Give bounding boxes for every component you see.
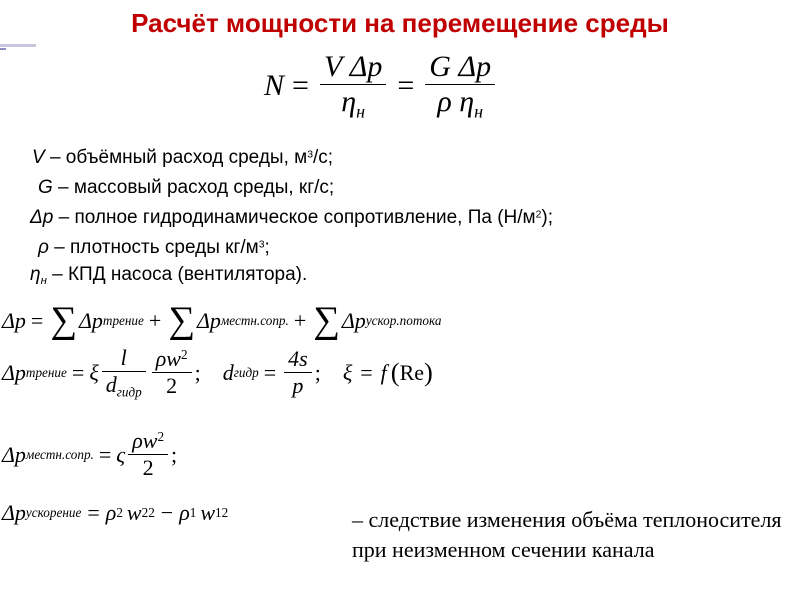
reynolds-number: Re [399, 359, 425, 385]
semicolon: ; [171, 441, 178, 467]
legend-superscript: 3 [258, 239, 265, 251]
legend-symbol: G [38, 177, 53, 198]
hydraulic-diameter-subscript: гидр [233, 364, 259, 380]
acceleration-equation [2, 500, 228, 526]
volume-flow-symbol: V [323, 50, 343, 83]
local-coefficient: ς [116, 441, 126, 467]
density-1-subscript: 1 [189, 505, 197, 520]
velocity-2-subscript: 2 [141, 505, 149, 520]
legend-efficiency [30, 264, 307, 287]
slide-title: Расчёт мощности на перемещение среды [131, 8, 669, 38]
legend-superscript: 2 [535, 209, 542, 221]
length-diameter-fraction [102, 345, 146, 401]
dynamic-pressure-fraction [128, 428, 168, 481]
legend-symbol: V [32, 147, 45, 168]
rho-w-symbol: ρw [155, 346, 181, 372]
eq-lhs: Δp [2, 441, 26, 467]
velocity-2: w [126, 500, 142, 525]
local-resistance-equation [2, 428, 177, 481]
equals-sign: = [292, 69, 309, 103]
acceleration-note: – следствие изменения объёма теплоносителя при неизменном сечении канала [352, 507, 782, 562]
four-s: 4s [288, 346, 308, 372]
term-local: Δp [196, 307, 221, 333]
legend-text-tail: /с; [313, 147, 334, 168]
velocity-1: w [200, 500, 216, 525]
eq-lhs-subscript: трение [25, 364, 67, 380]
velocity-1-squared: 2 [221, 505, 229, 520]
legend-text: – плотность среды кг/м [48, 237, 259, 258]
sum-symbol-3: ∑ [313, 300, 340, 341]
rho-w-symbol: ρw [132, 428, 158, 453]
mass-flow-symbol: G [429, 50, 451, 83]
velocity-1-subscript: 1 [215, 505, 222, 520]
diameter-symbol: d [105, 372, 117, 397]
pressure-drop-symbol-2: Δp [458, 50, 492, 83]
efficiency-symbol-2: η [459, 85, 475, 118]
legend-density [38, 237, 270, 259]
corner-decoration [0, 44, 36, 47]
semicolon-2: ; [314, 359, 321, 385]
eq-lhs-subscript: местн.сопр. [25, 446, 94, 462]
eq-lhs: Δp [2, 500, 26, 525]
function-symbol: f [380, 359, 387, 385]
pressure-drop-symbol: Δp [349, 50, 383, 83]
denominator-two: 2 [142, 455, 154, 480]
power-formula [264, 50, 498, 122]
legend-subscript: н [40, 274, 47, 287]
efficiency-symbol: η [341, 85, 357, 118]
term-friction: Δp [79, 307, 103, 333]
equals-sign-2: = [397, 69, 415, 103]
legend-text: – массовый расход среды, кг/с; [52, 177, 335, 198]
corner-decoration-small [0, 48, 6, 50]
denominator-two: 2 [166, 373, 178, 399]
total-pressure-drop-equation [2, 302, 441, 339]
efficiency-subscript: н [356, 101, 366, 122]
legend-text-tail: ; [264, 237, 270, 258]
perimeter-symbol: p [292, 373, 304, 399]
plus-sign-2: + [293, 307, 307, 333]
velocity-2-squared: 2 [148, 505, 155, 520]
squared: 2 [180, 347, 188, 363]
eq-sign: = [87, 500, 100, 525]
eq-sign: = [71, 359, 85, 385]
legend-text: – объёмный расход среды, м [44, 147, 308, 168]
eq-sign: = [98, 441, 112, 467]
term-friction-subscript: трение [102, 312, 144, 328]
legend-symbol: Δp [30, 207, 54, 228]
eq-lhs: Δp [2, 307, 26, 333]
density-2-subscript: 2 [116, 505, 123, 520]
hydraulic-diameter-symbol: d [222, 359, 234, 385]
diameter-subscript: гидр [116, 384, 142, 400]
minus-sign: − [160, 500, 174, 525]
density-symbol: ρ [437, 85, 452, 118]
length-symbol: l [120, 345, 127, 370]
eq-sign-2: = [263, 359, 277, 385]
legend-text: – КПД насоса (вентилятора). [46, 264, 308, 285]
mass-fraction [425, 50, 495, 122]
legend-symbol: ρ [38, 237, 49, 258]
density-1: ρ [179, 500, 190, 525]
legend-superscript: 3 [307, 149, 314, 161]
hydraulic-diameter-fraction [284, 346, 312, 399]
friction-coefficient-2: ξ [342, 359, 353, 385]
legend-text: – полное гидродинамическое сопротивление, Па (Н/м [53, 207, 536, 228]
power-symbol: N [264, 69, 285, 103]
plus-sign: + [148, 307, 162, 333]
eq-lhs-subscript: ускорение [25, 505, 82, 520]
sum-symbol: ∑ [50, 300, 77, 341]
eq-sign: = [30, 307, 44, 333]
efficiency-subscript-2: н [474, 101, 484, 122]
term-local-subscript: местн.сопр. [220, 312, 289, 328]
eq-lhs: Δp [2, 359, 26, 385]
semicolon: ; [194, 359, 201, 385]
squared: 2 [157, 428, 165, 444]
legend-text-tail: ); [541, 207, 554, 228]
friction-equation: Δp трение = ξ $\frac{l}{d_{гидр}}$ $\frac{\rho w^2}{2}$ ; d гидр = $\frac{4s}{p}$ ; ξ = f ( Re ) [2, 345, 433, 400]
friction-coefficient: ξ [89, 359, 99, 385]
legend-symbol: η [30, 264, 41, 285]
eq-sign-3: = [360, 359, 373, 385]
term-acceleration: Δp [341, 307, 366, 333]
term-acceleration-subscript: ускор.потока [365, 312, 442, 328]
legend-mass-flow [38, 177, 334, 199]
legend-pressure-drop [30, 207, 553, 229]
dynamic-pressure-fraction [152, 346, 192, 399]
sum-symbol-2: ∑ [168, 300, 195, 341]
legend-volume-flow [32, 147, 333, 169]
density-2: ρ [105, 500, 117, 525]
volume-fraction [320, 50, 386, 122]
